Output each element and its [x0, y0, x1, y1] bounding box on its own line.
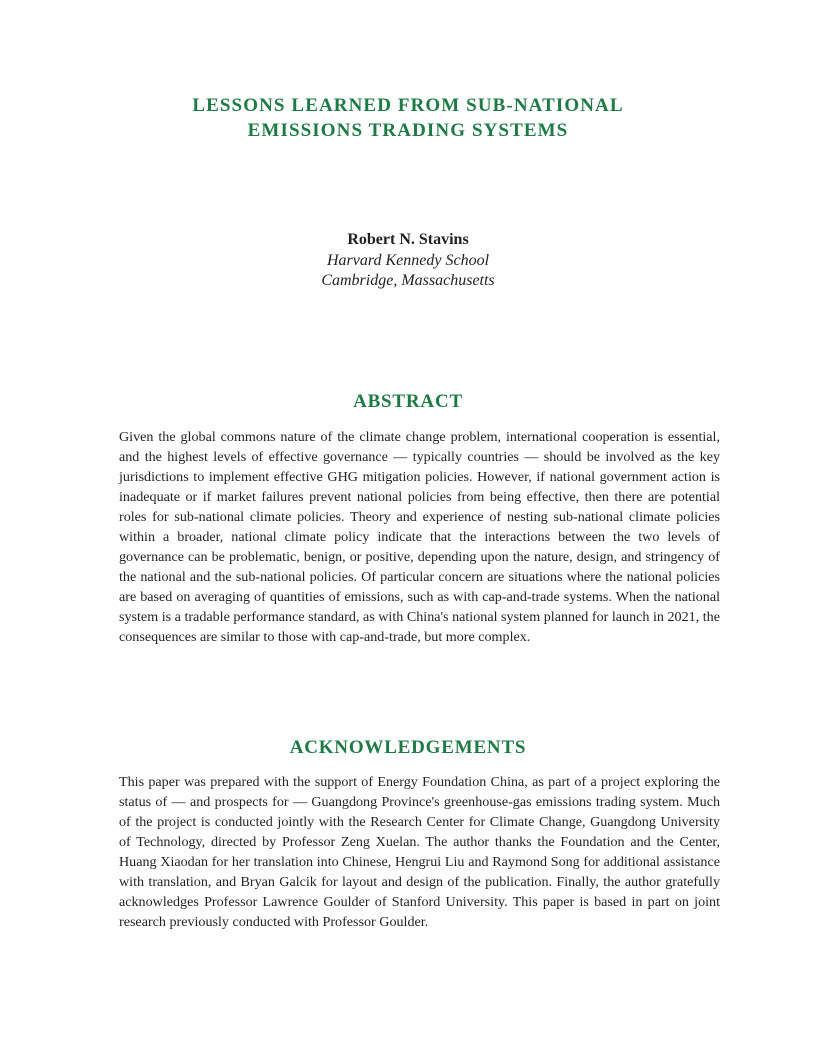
paper-title-line-2: EMISSIONS TRADING SYSTEMS [247, 120, 569, 141]
author-affiliation: Harvard Kennedy School [326, 251, 490, 269]
author-name: Robert N. Stavins [347, 231, 469, 248]
paper-title-line-1: LESSONS LEARNED FROM SUB-NATIONAL [192, 95, 624, 116]
abstract-heading: ABSTRACT [353, 391, 463, 412]
acknowledgements-heading: ACKNOWLEDGEMENTS [289, 737, 527, 758]
author-location: Cambridge, Massachusetts [321, 272, 495, 289]
acknowledgements-text: This paper was prepared with the support of Energy Foundation China, as part of a project exploring the status of — and prospects for — Guangdong Province's greenhouse-gas emissions trading system. Much of the project is conducted jointly with the Research Center for Climate Change, Guangdong University of Technology, directed by Professor Zeng Xuelan. The author thanks the Foundation and the Center, Huang Xiaodan for her translation into Chinese, Hengrui Liu and Raymond Song for additional assistance with translation, and Bryan Galcik for layout and design of the publication. Finally, the author gratefully acknowledges Professor Lawrence Goulder of Stanford University. This paper is based in part on joint research previously conducted with Professor Goulder. [119, 774, 720, 931]
author-block [0, 230, 816, 292]
abstract-text: Given the global commons nature of the climate change problem, international cooperation is essential, and the highest levels of effective governance — typically countries — should be involved as the key jurisdictions to implement effective GHG mitigation policies. However, if national government action is inadequate or if market failures prevent national policies from being effective, then there are potential roles for sub-national climate policies. Theory and experience of nesting sub-national climate policies within a broader, national climate policy indicate that the interactions between the two levels of governance can be problematic, benign, or positive, depending upon the nature, design, and stringency of the national and the sub-national policies. Of particular concern are situations where the national policies are based on averaging of quantities of emissions, such as with cap-and-trade systems. When the national system is a tradable performance standard, as with China's national system planned for launch in 2021, the consequences are similar to those with cap-and-trade, but more complex. [119, 429, 720, 646]
paper-title [0, 93, 816, 143]
